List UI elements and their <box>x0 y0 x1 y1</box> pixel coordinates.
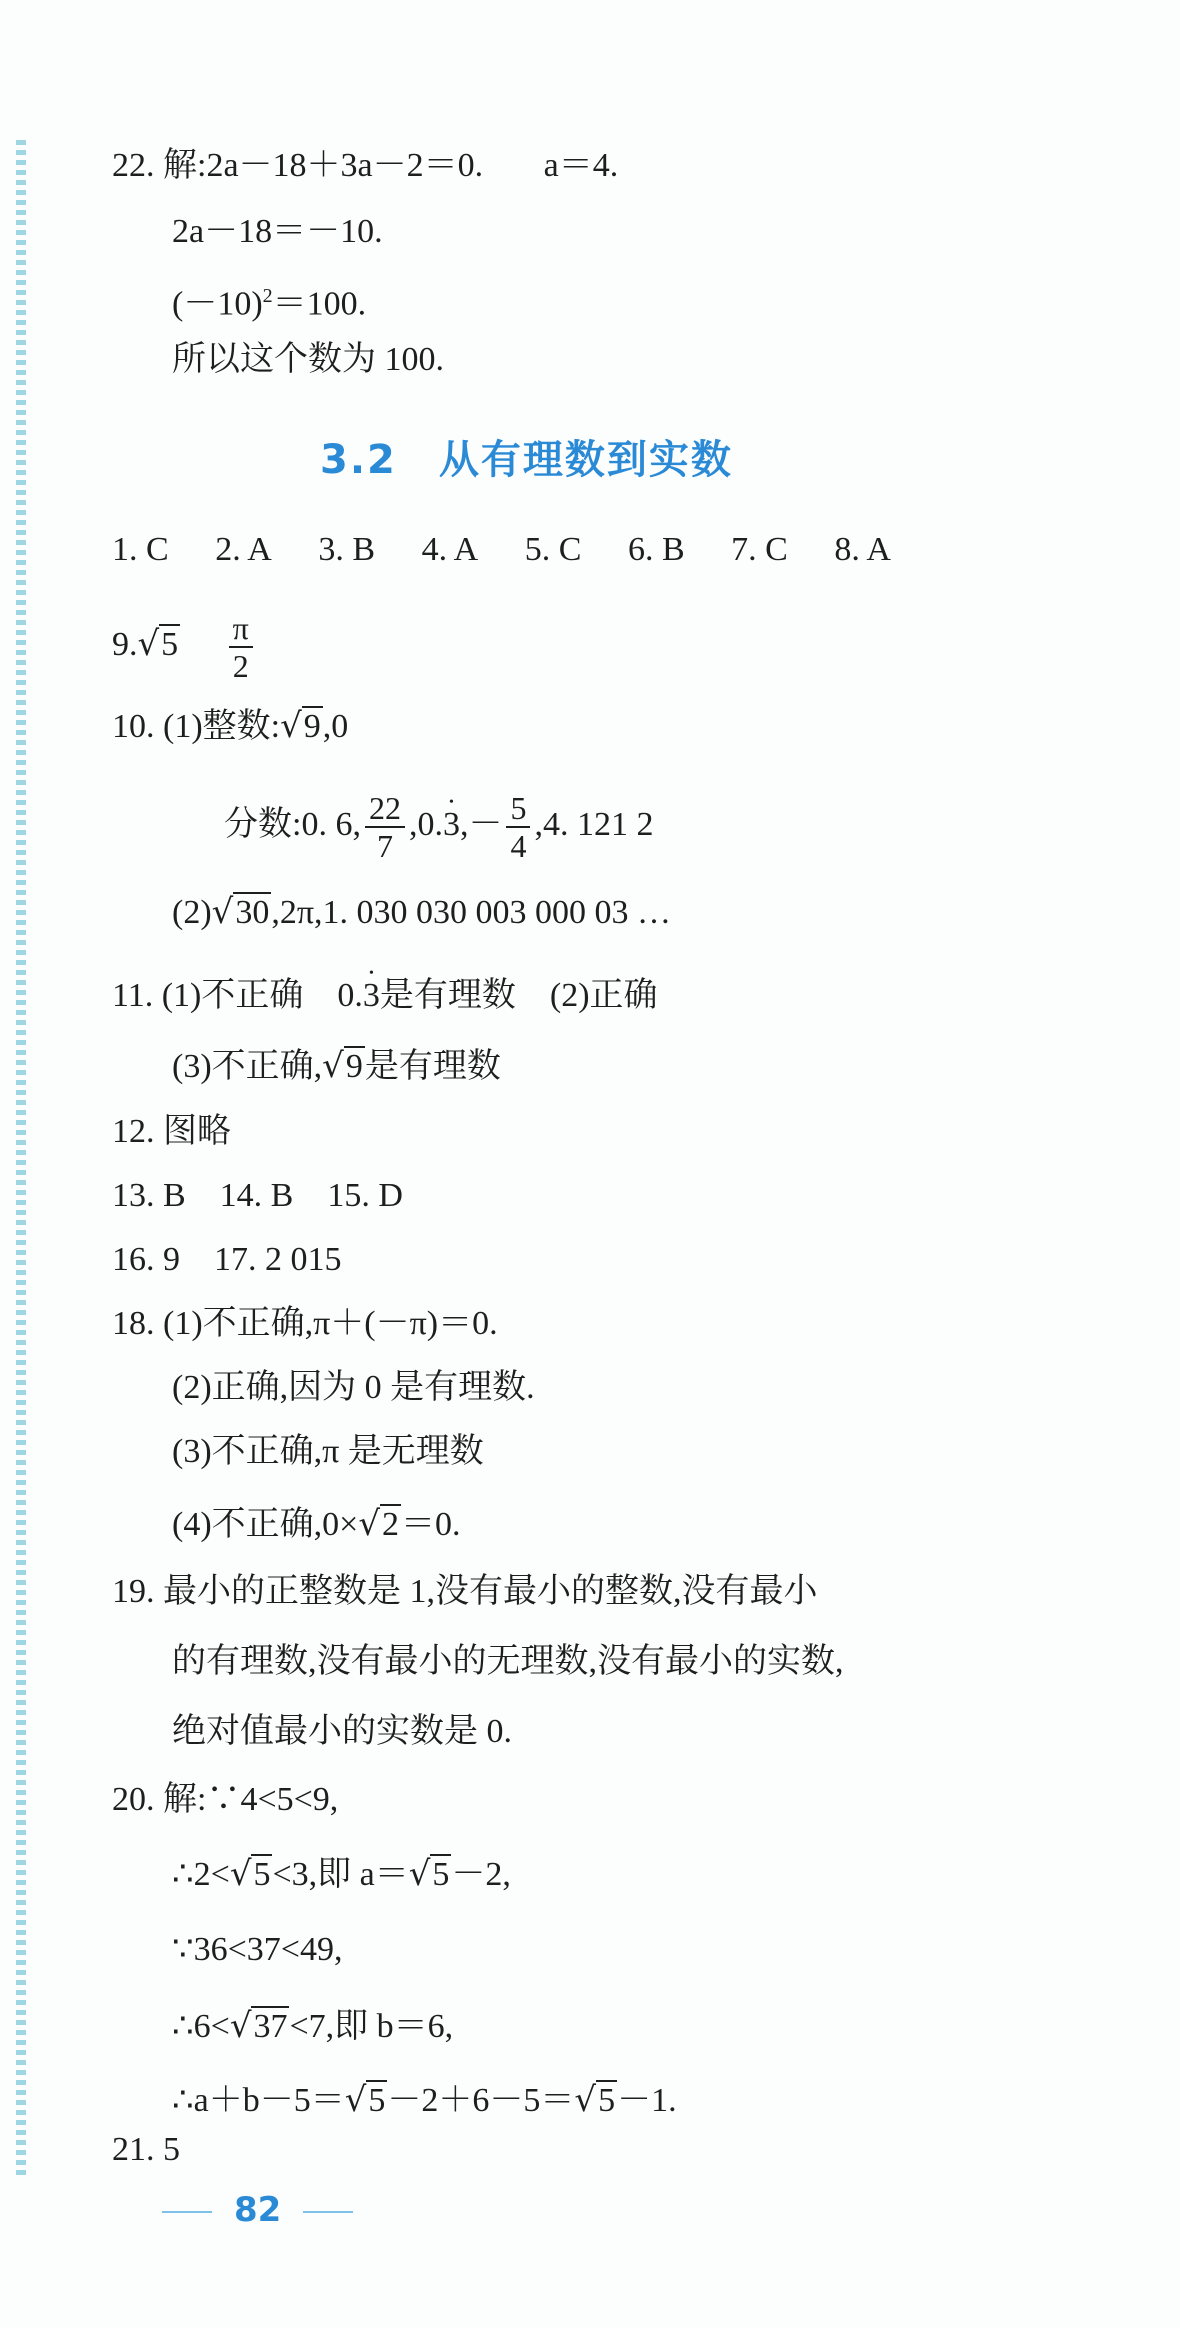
q22-equation: 22. 解:2a－18＋3a－2＝0. <box>112 147 484 184</box>
q22-line2: 2a－18＝－10. <box>172 213 383 250</box>
q11-text: (3)不正确, <box>172 1048 323 1085</box>
q20-text: <3,即 a＝ <box>272 1856 409 1893</box>
sqrt-expression: √2 <box>358 1504 399 1544</box>
q9 <box>112 610 257 684</box>
q20-line1: 20. 解:∵4<5<9, <box>112 1781 339 1818</box>
sqrt-expression: √5 <box>137 623 179 664</box>
sqrt-expression: √9 <box>322 1046 363 1086</box>
q20-text: －2＋6－5＝ <box>387 2082 575 2119</box>
radicand: 5 <box>368 2082 386 2119</box>
section-name: 从有理数到实数 <box>438 437 733 483</box>
q9-label: 9. <box>112 625 138 663</box>
q10-line3 <box>172 892 671 933</box>
radicand: 9 <box>345 1048 363 1085</box>
radicand: 5 <box>253 1856 271 1893</box>
page-number: 82 <box>140 2190 375 2230</box>
fraction <box>365 790 405 864</box>
answer-item: 5. C <box>524 531 582 568</box>
radicand: 30 <box>235 894 270 931</box>
q19-line1: 19. 最小的正整数是 1,没有最小的整数,没有最小 <box>112 1573 818 1610</box>
q12: 12. 图略 <box>112 1113 231 1150</box>
answer-item: 6. B <box>627 531 685 568</box>
radicand: 37 <box>253 2008 288 2045</box>
q19-line3: 绝对值最小的实数是 0. <box>172 1713 512 1750</box>
q10-irrationals: ,2π,1. 030 030 003 000 03 … <box>271 894 671 931</box>
answer-item: 8. A <box>834 531 891 568</box>
q20-line5 <box>172 2080 677 2121</box>
numerator: 5 <box>506 790 530 828</box>
answer-item: 2. A <box>215 531 272 568</box>
q22-exponent: 2 <box>262 285 273 307</box>
q20-text: ∴2< <box>172 1856 230 1893</box>
q11-line2 <box>172 1046 501 1087</box>
q10-line2 <box>224 790 653 864</box>
q18-line3: (3)不正确,π 是无理数 <box>172 1433 484 1470</box>
q10-fractions-label: 分数:0. 6, <box>224 805 361 843</box>
q11-line1 <box>112 976 658 1016</box>
q20-text: ∴6< <box>172 2008 230 2045</box>
q18-line4 <box>172 1504 461 1545</box>
q10-rest: ,0 <box>322 708 349 745</box>
q10-line1 <box>112 706 348 747</box>
q22-result: a＝4. <box>543 147 619 184</box>
q19-line2: 的有理数,没有最小的无理数,没有最小的实数, <box>172 1643 844 1680</box>
q20-line4 <box>172 2006 453 2047</box>
section-number: 3.2 <box>320 437 397 483</box>
radicand: 2 <box>382 1506 399 1543</box>
q20-text: <7,即 b＝6, <box>289 2008 454 2045</box>
answer-item: 1. C <box>112 531 169 568</box>
sqrt-expression: √5 <box>229 1854 271 1894</box>
numerator: π <box>229 610 253 648</box>
q16-17: 16. 9 17. 2 015 <box>112 1241 342 1278</box>
answer-item: 7. C <box>731 531 788 568</box>
sqrt-expression: √30 <box>211 892 270 932</box>
denominator: 4 <box>510 828 527 864</box>
radicand: 5 <box>432 1856 450 1893</box>
radicand: 5 <box>598 2082 616 2119</box>
q20-text: －2, <box>451 1856 511 1893</box>
q10-text: ,0. <box>408 805 443 843</box>
q21: 21. 5 <box>112 2131 180 2168</box>
q22-line4: 所以这个数为 100. <box>172 341 444 378</box>
q22-line1 <box>112 146 618 186</box>
q10-text: ,4. 121 2 <box>534 805 654 843</box>
sqrt-expression: √37 <box>229 2006 288 2046</box>
q11-text: 是有理数 (2)正确 <box>379 977 658 1014</box>
q11-text: 是有理数 <box>364 1048 501 1085</box>
denominator: 2 <box>232 648 249 684</box>
fraction <box>506 790 530 864</box>
repeating-digit: • 3 <box>363 976 380 1016</box>
q20-line2 <box>172 1854 511 1895</box>
sqrt-expression: √5 <box>408 1854 450 1894</box>
q18-line2: (2)正确,因为 0 是有理数. <box>172 1369 535 1406</box>
fraction <box>229 610 253 684</box>
denominator: 7 <box>376 828 393 864</box>
q10-text: ,－ <box>459 805 503 843</box>
sqrt-expression: √5 <box>344 2080 386 2120</box>
answers-1-8 <box>112 530 929 570</box>
q13-15: 13. B 14. B 15. D <box>112 1177 403 1214</box>
left-wavy-border <box>16 140 26 2180</box>
q20-line3: ∵36<37<49, <box>172 1931 343 1968</box>
q18-line1: 18. (1)不正确,π＋(－π)＝0. <box>112 1305 498 1342</box>
answer-item: 4. A <box>421 531 479 568</box>
q18-text: (4)不正确,0× <box>172 1506 359 1543</box>
sqrt-expression: √5 <box>574 2080 616 2120</box>
q10-label: 10. (1)整数: <box>112 708 281 745</box>
q18-text: ＝0. <box>401 1506 461 1543</box>
q22-value: ＝100. <box>272 285 367 323</box>
repeating-digit: • 3 <box>443 805 460 845</box>
numerator: 22 <box>365 790 405 828</box>
q10-part2-label: (2) <box>172 894 212 931</box>
radicand: 9 <box>303 708 321 745</box>
answer-item: 3. B <box>318 531 376 568</box>
q20-text: －1. <box>617 2082 677 2119</box>
q22-line3 <box>172 276 366 324</box>
q20-text: ∴a＋b－5＝ <box>172 2082 345 2119</box>
q11-text: 11. (1)不正确 0. <box>112 977 363 1014</box>
sqrt-expression: √9 <box>280 706 321 746</box>
q22-base: (－10) <box>172 285 263 323</box>
radicand: 5 <box>161 625 179 663</box>
section-title <box>320 428 733 485</box>
